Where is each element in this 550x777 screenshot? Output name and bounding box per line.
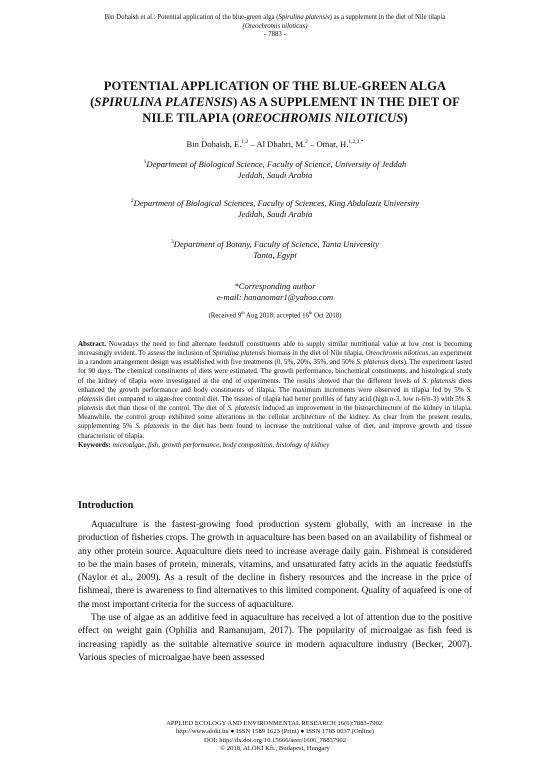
- running-head-line1: [60, 14, 490, 23]
- journal-url-issn[interactable]: http://www.aloki.hu ● ISSN 1589 1623 (Print) ● ISSN 1785 0037 (Online): [175, 728, 375, 736]
- doi-link[interactable]: DOI: http://dx.doi.org/10.15666/aeer/1606_78837902: [204, 736, 346, 744]
- ordinal-suffix: th: [308, 310, 313, 315]
- journal-citation: APPLIED ECOLOGY AND ENVIRONMENTAL RESEARCH 16(6):7883-7902.: [166, 720, 384, 727]
- author-affil-marker: 1,2,3,*: [348, 139, 364, 146]
- author-name: Al Dhahri, M.: [256, 139, 306, 149]
- abstract-text: in the diet has been found to increase the nutritional value of diet, and improve growth and tissue characteristic of tilapia.: [78, 422, 473, 440]
- title-line2: [50, 94, 500, 110]
- affiliation-2: [60, 196, 490, 220]
- abstract-text: diet than those of the control. The diet of: [103, 404, 228, 413]
- author-list: [60, 139, 490, 149]
- affiliation-line: [60, 237, 490, 250]
- title-line1: POTENTIAL APPLICATION OF THE BLUE-GREEN ALGA: [103, 79, 447, 93]
- page-footer: [60, 720, 490, 754]
- copyright: © 2018, ALÖKI Kft., Budapest, Hungary: [220, 745, 330, 753]
- keywords: [78, 441, 472, 450]
- affiliation-text: Department of Biological Science, Faculty of Science, University of Jeddah: [146, 158, 407, 169]
- affiliation-marker: 3: [171, 239, 174, 245]
- title-line3: [50, 110, 500, 126]
- abstract: [78, 340, 472, 450]
- paragraph: Aquaculture is the fastest-growing food production system globally, with an increase in the production of fisheries crops. The growth in aquaculture has been based on an availability of fishmeal or any other protein source. Aquaculture diets need to increase average daily gain. Fishmeal is considered to be the main bases of protein, minerals, vitamins, and unsaturated fatty acids in the aquatic feedstuffs (Naylor et al., 2009). As a result of the decline in fishery resources and the increase in the price of fishmeal, there is awareness to find alternatives to this limited component. Quality of aquafeed is one of the most important criteria for the success of aquaculture.: [78, 520, 472, 610]
- running-head-line2: [60, 23, 490, 32]
- abstract-text: , an experiment in a random arrangement design was established with five treatments (0, 5%, 20%, 35%, and 50%: [78, 349, 472, 367]
- paragraph: The use of algae as an additive feed in aquaculture has received a lot of attention due to the positive effect on weight gain (Ophilia and Ramanujam, 2017). The popularity of microalgae as fish feed is increasing rapidly as the suitable alternative source in modern aquaculture industry (Becker, 2007). Various species of microalgae have been assessed: [78, 613, 472, 663]
- ordinal-suffix: th: [241, 310, 245, 315]
- running-head-species: (Oreochromis niloticus): [242, 22, 308, 30]
- running-head: [60, 14, 490, 40]
- corresponding-email[interactable]: e-mail: hananomar1@yahoo.com: [216, 292, 334, 302]
- abstract-species: Spirulina platensis: [212, 349, 266, 358]
- affiliation-1: [60, 157, 490, 181]
- title-text: ) AS A SUPPLEMENT IN THE DIET OF: [233, 95, 460, 109]
- abstract-species: S. platensis: [78, 385, 472, 403]
- author-separator: –: [248, 139, 257, 149]
- affiliation-3: [60, 237, 490, 261]
- title-text: ): [403, 111, 408, 125]
- abstract-species: S. platensis: [356, 358, 389, 367]
- received-dates: [60, 310, 490, 319]
- affiliation-marker: 2: [130, 198, 134, 204]
- author-separator: –: [307, 139, 317, 149]
- introduction-body: [78, 519, 472, 665]
- affiliation-location: Jeddah, Saudi Arabia: [237, 169, 313, 180]
- abstract-text: diet compared to algae-free control diet. The tissues of tilapia had better profiles of fatty acid (high n-3, low n-6/n-3) with 5%: [103, 394, 467, 403]
- title-text: (: [90, 95, 95, 109]
- received-text: Aug 2018; accepted 16: [244, 312, 309, 320]
- paper-title: [50, 78, 500, 126]
- title-species: SPIRULINA PLATENSIS: [94, 95, 234, 109]
- abstract-species: S. platensis: [135, 422, 170, 431]
- title-species: OREOCHROMIS NILOTICUS: [236, 111, 404, 125]
- running-head-text: Bin Dohaish et al.: Potential application of the blue-green alga (: [104, 14, 279, 21]
- affiliation-location: Jeddah, Saudi Arabia: [237, 208, 313, 219]
- abstract-label: Abstract.: [78, 340, 106, 348]
- abstract-species: S. platensis: [78, 394, 472, 413]
- author-affil-marker: 2: [305, 139, 308, 146]
- page-number: - 7883 -: [264, 31, 286, 39]
- keywords-values: microalgae, fish, growth performance, body composition, histology of kidney: [110, 440, 330, 449]
- abstract-text: Nowadays the need to find alternate feedstuff constituents able to supply similar nutritional value at low cost is becoming increasingly evident. To assess the inclusion of: [78, 340, 472, 358]
- keywords-label: Keywords:: [78, 440, 111, 449]
- affiliation-location: Tanta, Egypt: [253, 249, 297, 260]
- running-head-species: Spirulina platensis: [278, 14, 330, 21]
- corresponding-label: *Corresponding author: [234, 281, 316, 291]
- corresponding-author: [60, 281, 490, 303]
- section-heading-introduction: Introduction: [78, 500, 134, 511]
- affiliation-text: Department of Biological Sciences, Faculty of Sciences, King Abdulaziz University: [133, 197, 420, 208]
- received-text: (Received 9: [208, 312, 242, 320]
- author-name: Bin Dohaish, E.: [186, 139, 242, 149]
- abstract-species: S. platensis: [227, 404, 261, 413]
- abstract-text: diets). The experiment lasted for 90 days. The chemical constituents of diets were estimated. The growth performance, biochemical constituents, and histological study of the kidney of tilapia were investigated at the end of experiments. The results showed that the different levels of: [78, 358, 473, 385]
- affiliation-line: [60, 196, 490, 209]
- affiliation-line: [60, 157, 490, 170]
- abstract-text: induced an improvement in the histoarchitecture of the kidney in tilapia. Meanwhile, the control group exhibited some alterations in the cellular architecture of the kidney. As clear from the present results, supplementing 5%: [78, 404, 472, 431]
- affiliation-marker: 1: [143, 159, 147, 165]
- abstract-species: S. platensis: [422, 376, 456, 385]
- author-name: Omar, H.: [316, 139, 349, 149]
- abstract-body: [78, 340, 472, 441]
- received-text: Oct 2018): [312, 312, 342, 320]
- abstract-text: diets enhanced the growth performance and body constituents of tilapia. The maximum increments were observed in tilapia fed by 5%: [78, 376, 472, 394]
- abstract-species: Oreochromis niloticus: [365, 349, 429, 358]
- author-affil-marker: 1,2: [241, 139, 249, 146]
- running-head-text: ) as a supplement in the diet of Nile tilapia: [329, 14, 446, 21]
- abstract-text: biomass in the diet of Nile tilapia,: [265, 349, 366, 358]
- affiliation-text: Department of Botany, Faculty of Science, Tanta University: [173, 238, 379, 249]
- title-text: NILE TILAPIA (: [142, 111, 237, 125]
